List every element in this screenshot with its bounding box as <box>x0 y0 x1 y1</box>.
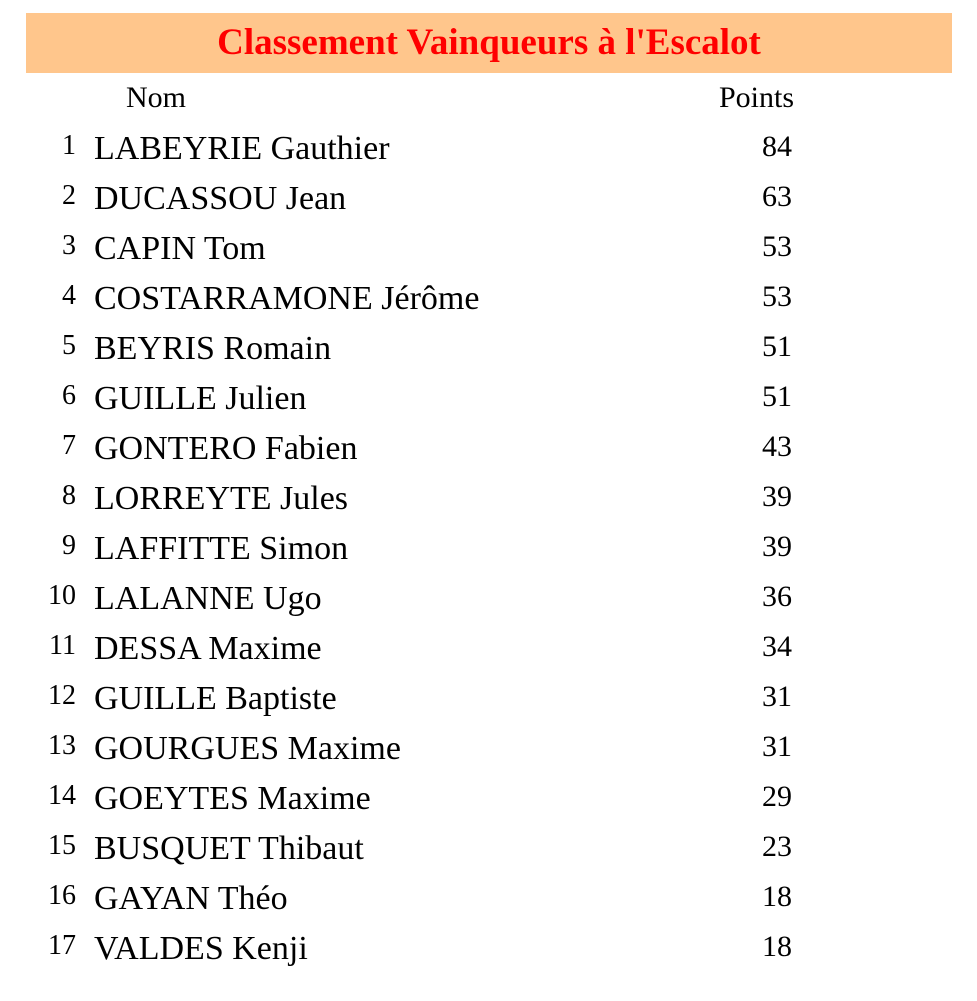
rank-cell: 8 <box>62 480 76 511</box>
rank-cell: 16 <box>48 880 76 911</box>
rank-cell: 6 <box>62 380 76 411</box>
rank-cell: 9 <box>62 530 76 561</box>
table-row <box>0 425 977 475</box>
rank-cell: 4 <box>62 280 76 311</box>
points-cell: 51 <box>762 380 792 413</box>
points-cell: 29 <box>762 780 792 813</box>
name-cell: COSTARRAMONE Jérôme <box>94 280 480 317</box>
rank-cell: 12 <box>48 680 76 711</box>
table-row <box>0 925 977 975</box>
points-cell: 63 <box>762 180 792 213</box>
name-cell: DESSA Maxime <box>94 630 322 667</box>
name-cell: GAYAN Théo <box>94 880 288 917</box>
rank-cell: 11 <box>49 630 76 661</box>
name-cell: BUSQUET Thibaut <box>94 830 364 867</box>
table-row <box>0 275 977 325</box>
rank-cell: 15 <box>48 830 76 861</box>
table-row <box>0 375 977 425</box>
points-cell: 43 <box>762 430 792 463</box>
table-row <box>0 575 977 625</box>
name-cell: GOEYTES Maxime <box>94 780 371 817</box>
name-cell: GUILLE Julien <box>94 380 307 417</box>
points-cell: 84 <box>762 130 792 163</box>
name-cell: LALANNE Ugo <box>94 580 322 617</box>
points-cell: 34 <box>762 630 792 663</box>
table-row <box>0 675 977 725</box>
points-cell: 53 <box>762 280 792 313</box>
points-cell: 18 <box>762 880 792 913</box>
table-row <box>0 825 977 875</box>
table-row <box>0 225 977 275</box>
ranking-table <box>0 125 977 975</box>
points-cell: 53 <box>762 230 792 263</box>
name-cell: LORREYTE Jules <box>94 480 349 517</box>
rank-cell: 1 <box>62 130 76 161</box>
name-cell: LAFFITTE Simon <box>94 530 349 567</box>
table-row <box>0 325 977 375</box>
name-cell: GOURGUES Maxime <box>94 730 401 767</box>
table-row <box>0 725 977 775</box>
name-cell: GONTERO Fabien <box>94 430 358 467</box>
points-cell: 36 <box>762 580 792 613</box>
rank-cell: 17 <box>48 930 76 961</box>
name-cell: VALDES Kenji <box>94 930 308 967</box>
column-header-points: Points <box>718 81 794 114</box>
name-cell: CAPIN Tom <box>94 230 266 267</box>
table-row <box>0 525 977 575</box>
rank-cell: 5 <box>62 330 76 361</box>
table-row <box>0 125 977 175</box>
rank-cell: 2 <box>62 180 76 211</box>
points-cell: 31 <box>762 730 792 763</box>
points-cell: 51 <box>762 330 792 363</box>
points-cell: 23 <box>762 830 792 863</box>
table-row <box>0 475 977 525</box>
rank-cell: 10 <box>48 580 76 611</box>
name-cell: LABEYRIE Gauthier <box>94 130 390 167</box>
table-row <box>0 875 977 925</box>
page-title: Classement Vainqueurs à l'Escalot <box>217 22 761 63</box>
name-cell: BEYRIS Romain <box>94 330 332 367</box>
rank-cell: 7 <box>62 430 76 461</box>
points-cell: 39 <box>762 480 792 513</box>
name-cell: DUCASSOU Jean <box>94 180 347 217</box>
rank-cell: 14 <box>48 780 76 811</box>
name-cell: GUILLE Baptiste <box>94 680 337 717</box>
rank-cell: 3 <box>62 230 76 261</box>
table-row <box>0 625 977 675</box>
table-row <box>0 175 977 225</box>
table-row <box>0 775 977 825</box>
column-header-nom: Nom <box>126 81 186 114</box>
points-cell: 18 <box>762 930 792 963</box>
rank-cell: 13 <box>48 730 76 761</box>
points-cell: 31 <box>762 680 792 713</box>
points-cell: 39 <box>762 530 792 563</box>
